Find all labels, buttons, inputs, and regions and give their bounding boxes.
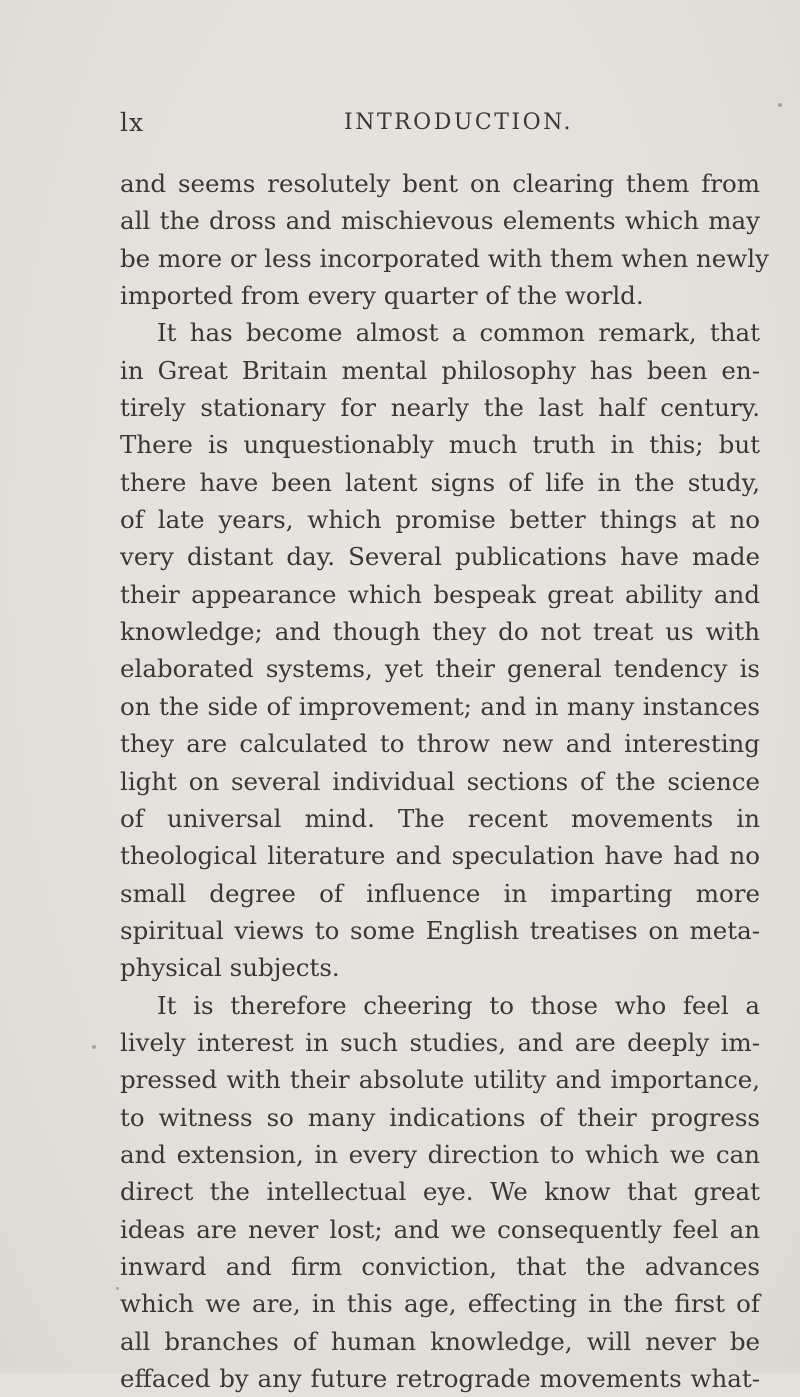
text-line: knowledge; and though they do not treat us with [120, 617, 760, 647]
paper-speck [116, 1287, 119, 1290]
text-line: of universal mind. The recent movements in [120, 803, 760, 833]
body-text [120, 165, 769, 1397]
text-line: their appearance which bespeak great ability and [120, 579, 760, 609]
text-line: all branches of human knowledge, will never be [120, 1326, 760, 1356]
text-line: of late years, which promise better things at no [120, 505, 760, 535]
text-line: inward and firm conviction, that the advances [120, 1251, 760, 1281]
text-line: on the side of improvement; and in many instances [120, 691, 760, 721]
text-line: physical subjects. [120, 953, 340, 983]
text-line: in Great Britain mental philosophy has been en- [120, 355, 760, 385]
text-line: they are calculated to throw new and interesting [120, 729, 760, 759]
text-line: theological literature and speculation have had no [120, 841, 760, 871]
text-line: It is therefore cheering to those who feel a [157, 990, 760, 1020]
text-line: to witness so many indications of their progress [120, 1102, 760, 1132]
text-line: elaborated systems, yet their general tendency is [120, 654, 760, 684]
text-line: lively interest in such studies, and are deeply im- [120, 1027, 760, 1057]
paper-speck [92, 1045, 96, 1049]
text-line: all the dross and mischievous elements which may [120, 206, 760, 236]
text-line: small degree of influence in imparting more [120, 878, 760, 908]
text-line: be more or less incorporated with them when newly [120, 243, 769, 273]
text-line: which we are, in this age, effecting in the first of [120, 1289, 760, 1319]
text-line: It has become almost a common remark, that [157, 318, 760, 348]
text-line: There is unquestionably much truth in this; but [120, 430, 760, 460]
text-line: and seems resolutely bent on clearing them from [120, 169, 760, 198]
text-line: very distant day. Several publications have made [120, 542, 760, 572]
text-line: direct the intellectual eye. We know that great [120, 1177, 760, 1207]
text-line: tirely stationary for nearly the last half century. [120, 393, 760, 423]
text-line: there have been latent signs of life in the study, [120, 467, 760, 497]
text-line: light on several individual sections of the science [120, 766, 760, 796]
text-line: imported from every quarter of the world. [120, 281, 644, 311]
text-line: effaced by any future retrograde movements what- [120, 1364, 760, 1393]
text-line: and extension, in every direction to which we can [120, 1139, 760, 1169]
page-number: lx [120, 108, 145, 137]
text-line: spiritual views to some English treatises on meta- [120, 915, 760, 945]
text-line: pressed with their absolute utility and importance, [120, 1065, 760, 1095]
paper-speck [778, 103, 782, 107]
page-header [120, 108, 760, 148]
running-head: INTRODUCTION. [344, 110, 573, 135]
text-line: ideas are never lost; and we consequently feel an [120, 1214, 760, 1244]
